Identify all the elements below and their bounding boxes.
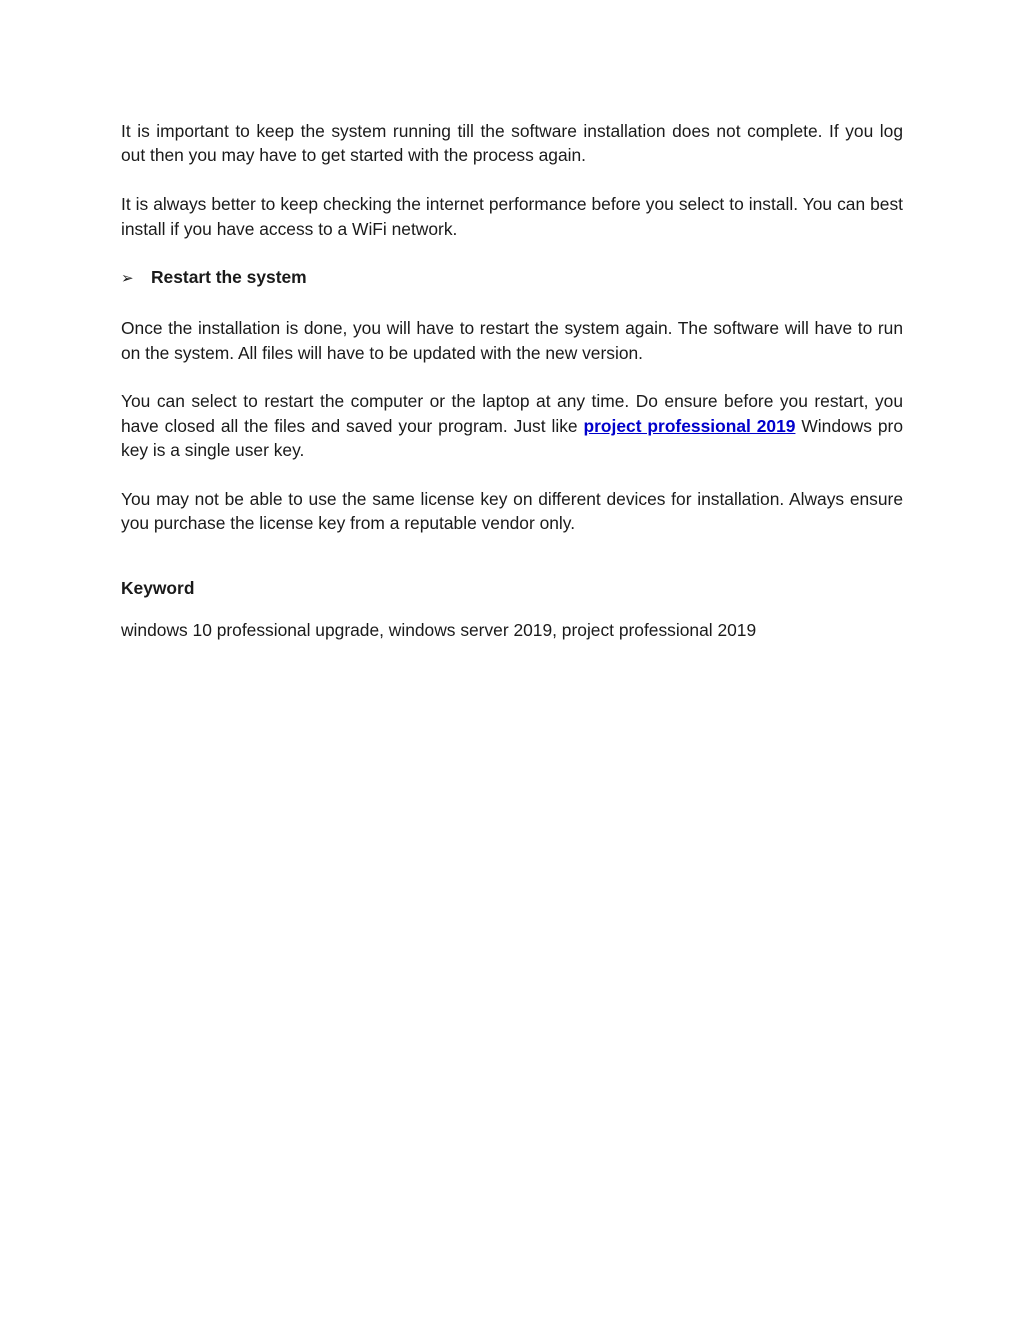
paragraph-license-key: You may not be able to use the same license key on different devices for installation. Always ensure you purchase the license key from a reputable vendor only. [121,489,903,534]
paragraph-installation-running: It is important to keep the system running till the software installation does not complete. If you log out then you may have to get started with the process again. [121,121,903,166]
paragraph-text-before-link: You can select to restart the computer or the laptop at any time. Do ensure before you restart, you have closed all the files and saved your program. Just like [121,391,903,436]
keyword-list: windows 10 professional upgrade, windows server 2019, project professional 2019 [121,620,757,641]
keyword-heading: Keyword [121,577,195,598]
paragraph-restart-any-time [121,389,903,462]
document-page [121,119,903,643]
bullet-heading: Restart the system [151,267,307,288]
bullet-restart-system [121,265,903,291]
project-professional-2019-link[interactable]: project professional 2019 [583,415,796,436]
paragraph-text-after-link: Windows pro key is a single user key. [121,415,903,461]
arrow-bullet-icon: ➢ [121,270,134,288]
paragraph-restart-after-install: Once the installation is done, you will have to restart the system again. The software will have to run on the system. All files will have to be updated with the new version. [121,318,903,363]
paragraph-internet-performance: It is always better to keep checking the internet performance before you select to install. You can best install if you have access to a WiFi network. [121,194,903,239]
